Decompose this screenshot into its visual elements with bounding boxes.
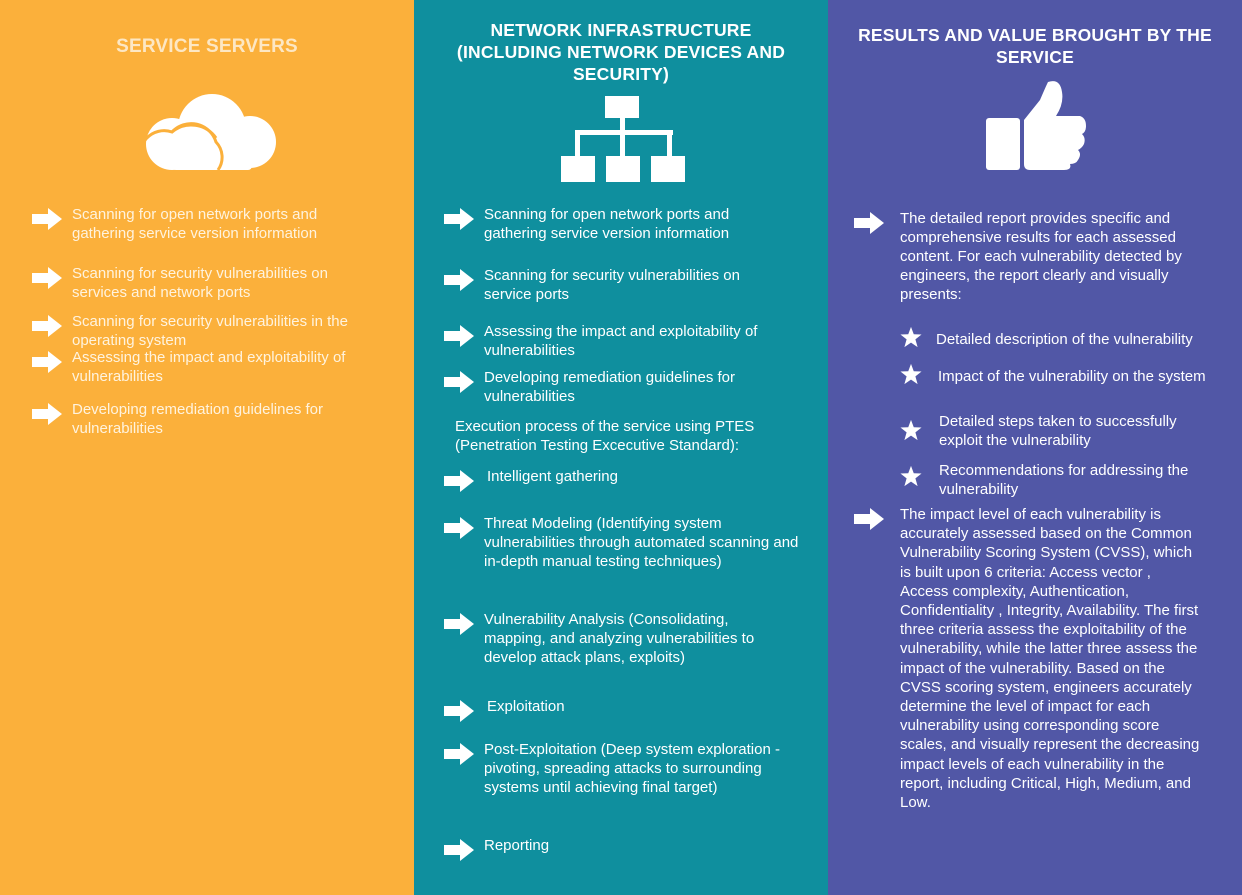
star-icon [900, 326, 922, 348]
arrow-right-icon [444, 470, 474, 492]
arrow-right-icon [32, 351, 62, 373]
item-text: Scanning for security vulnerabilities in the operating system [72, 313, 348, 349]
arrow-right-icon [32, 315, 62, 337]
arrow-right-icon [854, 212, 884, 234]
report-intro-text: The detailed report provides specific and comprehensive results for each assessed content. For each vulnerability detected by engineers, the report clearly and visually presents: [900, 210, 1182, 303]
arrow-right-icon [444, 208, 474, 230]
service-servers-title: SERVICE SERVERS [116, 36, 298, 57]
report-point: Recommendations for addressing the vulnerability [939, 462, 1189, 498]
arrow-right-icon [444, 517, 474, 539]
item-text: Scanning for security vulnerabilities on services and network ports [72, 265, 328, 301]
item-text: Assessing the impact and exploitability of vulnerabilities [484, 323, 758, 359]
item-text: Assessing the impact and exploitability of vulnerabilities [72, 349, 346, 385]
item-text: Scanning for open network ports and gathering service version information [72, 206, 318, 242]
item-text: Vulnerability Analysis (Consolidating, mapping, and analyzing vulnerabilities to develop attack plans, exploits) [484, 611, 755, 666]
arrow-right-icon [444, 613, 474, 635]
arrow-right-icon [444, 325, 474, 347]
star-icon [900, 419, 922, 441]
item-text: Threat Modeling (Identifying system vulnerabilities through automated scanning and in-depth manual testing techniques) [484, 515, 799, 570]
results-title-text: RESULTS AND VALUE BROUGHT BY THE SERVICE [858, 25, 1212, 67]
report-point: Detailed steps taken to successfully exploit the vulnerability [939, 413, 1177, 449]
item-text: Exploitation [487, 698, 565, 715]
arrow-right-icon [32, 267, 62, 289]
item-text: Post-Exploitation (Deep system exploration - pivoting, spreading attacks to surrounding systems until achieving final target) [484, 741, 780, 796]
arrow-right-icon [444, 269, 474, 291]
item-text: Scanning for security vulnerabilities on service ports [484, 267, 740, 303]
results-title [828, 24, 1242, 68]
arrow-right-icon [854, 508, 884, 530]
arrow-right-icon [444, 700, 474, 722]
report-point: Detailed description of the vulnerability [936, 331, 1193, 348]
network-infrastructure-title-text: NETWORK INFRASTRUCTURE (INCLUDING NETWORK DEVICES AND SECURITY) [456, 20, 786, 84]
network-infrastructure-title [414, 19, 828, 85]
cloud-icon [136, 92, 280, 174]
cvss-text: The impact level of each vulnerability is accurately assessed based on the Common Vulnerability Scoring System (CVSS), which is built upon 6 criteria: Access vector , Access complexity, Authentication, Confidentiality , Integrity, Availability. The first three criteria assess the exploitability of the vulnerability, while the latter three assess the impact of the vulnerability. Based on the CVSS scoring system, engineers accurately determine the level of impact for each vulnerability using corresponding score scales, and visually represent the decreasing impact levels of each vulnerability in the report, including Critical, High, Medium, and Low. [900, 506, 1200, 812]
arrow-right-icon [444, 371, 474, 393]
report-point: Impact of the vulnerability on the system [938, 368, 1206, 385]
star-icon [900, 363, 922, 385]
thumbs-up-icon [986, 80, 1086, 172]
arrow-right-icon [444, 743, 474, 765]
ptes-intro: Execution process of the service using PTES (Penetration Testing Excecutive Standard): [455, 418, 755, 455]
arrow-right-icon [32, 403, 62, 425]
arrow-right-icon [444, 839, 474, 861]
item-text: Developing remediation guidelines for vulnerabilities [484, 369, 735, 405]
network-hierarchy-icon [561, 96, 685, 186]
arrow-right-icon [32, 208, 62, 230]
item-text: Scanning for open network ports and gathering service version information [484, 206, 730, 242]
item-text: Developing remediation guidelines for vulnerabilities [72, 401, 323, 437]
star-icon [900, 465, 922, 487]
item-text: Intelligent gathering [487, 468, 618, 485]
item-text: Reporting [484, 837, 550, 854]
